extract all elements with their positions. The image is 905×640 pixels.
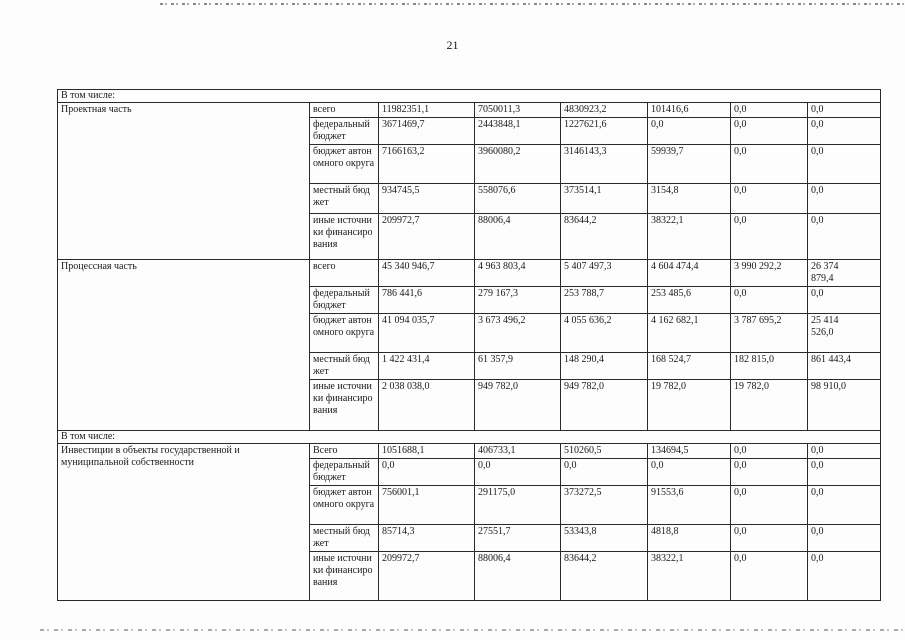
amount-cell: 949 782,0 [475, 380, 561, 431]
amount-cell: 19 782,0 [731, 380, 808, 431]
amount-cell: 7166163,2 [379, 145, 475, 184]
amount-cell: 38322,1 [648, 214, 731, 260]
funding-source: бюджет автономного округа [310, 486, 379, 525]
amount-cell: 88006,4 [475, 214, 561, 260]
funding-source: всего [310, 103, 379, 118]
amount-cell: 373272,5 [561, 486, 648, 525]
amount-cell: 59939,7 [648, 145, 731, 184]
amount-cell: 2 038 038,0 [379, 380, 475, 431]
amount-cell: 0,0 [731, 118, 808, 145]
amount-cell: 279 167,3 [475, 287, 561, 314]
amount-cell: 25 414 526,0 [808, 314, 881, 353]
program-part-name: Процессная часть [58, 260, 310, 431]
funding-source: всего [310, 260, 379, 287]
amount-cell: 3154,8 [648, 184, 731, 214]
amount-cell: 4 055 636,2 [561, 314, 648, 353]
funding-source: федеральный бюджет [310, 287, 379, 314]
amount-cell: 134694,5 [648, 444, 731, 459]
program-part-name: Проектная часть [58, 103, 310, 260]
page-number: 21 [446, 38, 459, 52]
amount-cell: 148 290,4 [561, 353, 648, 380]
amount-cell: 3671469,7 [379, 118, 475, 145]
amount-cell: 38322,1 [648, 552, 731, 601]
funding-source: иные источники финансирования [310, 380, 379, 431]
amount-cell: 3 787 695,2 [731, 314, 808, 353]
amount-cell: 7050011,3 [475, 103, 561, 118]
amount-cell: 11982351,1 [379, 103, 475, 118]
amount-cell: 61 357,9 [475, 353, 561, 380]
funding-source: иные источники финансирования [310, 552, 379, 601]
financing-table [57, 89, 881, 601]
amount-cell: 53343,8 [561, 525, 648, 552]
funding-source: местный бюджет [310, 184, 379, 214]
funding-source: местный бюджет [310, 525, 379, 552]
amount-cell: 786 441,6 [379, 287, 475, 314]
funding-source: федеральный бюджет [310, 118, 379, 145]
funding-source: федеральный бюджет [310, 459, 379, 486]
funding-source: бюджет автономного округа [310, 314, 379, 353]
amount-cell: 88006,4 [475, 552, 561, 601]
amount-cell: 1051688,1 [379, 444, 475, 459]
amount-cell: 0,0 [731, 103, 808, 118]
amount-cell: 861 443,4 [808, 353, 881, 380]
scan-artifact-bottom [40, 629, 905, 631]
amount-cell: 85714,3 [379, 525, 475, 552]
amount-cell: 0,0 [808, 525, 881, 552]
amount-cell: 0,0 [808, 145, 881, 184]
amount-cell: 0,0 [731, 444, 808, 459]
amount-cell: 0,0 [808, 184, 881, 214]
funding-source: иные источники финансирования [310, 214, 379, 260]
amount-cell: 0,0 [731, 525, 808, 552]
amount-cell: 41 094 035,7 [379, 314, 475, 353]
amount-cell: 0,0 [731, 184, 808, 214]
scan-artifact-top [160, 3, 905, 5]
amount-cell: 3 673 496,2 [475, 314, 561, 353]
amount-cell: 373514,1 [561, 184, 648, 214]
section-header: В том числе: [58, 90, 881, 103]
amount-cell: 0,0 [731, 486, 808, 525]
amount-cell: 949 782,0 [561, 380, 648, 431]
amount-cell: 253 485,6 [648, 287, 731, 314]
amount-cell: 0,0 [648, 459, 731, 486]
amount-cell: 0,0 [808, 103, 881, 118]
funding-source: Всего [310, 444, 379, 459]
amount-cell: 19 782,0 [648, 380, 731, 431]
amount-cell: 0,0 [731, 459, 808, 486]
amount-cell: 4830923,2 [561, 103, 648, 118]
amount-cell: 253 788,7 [561, 287, 648, 314]
amount-cell: 1 422 431,4 [379, 353, 475, 380]
amount-cell: 209972,7 [379, 552, 475, 601]
amount-cell: 3960080,2 [475, 145, 561, 184]
amount-cell: 4 963 803,4 [475, 260, 561, 287]
amount-cell: 168 524,7 [648, 353, 731, 380]
amount-cell: 26 374 879,4 [808, 260, 881, 287]
amount-cell: 27551,7 [475, 525, 561, 552]
section-header-row [58, 90, 881, 103]
amount-cell: 510260,5 [561, 444, 648, 459]
amount-cell: 756001,1 [379, 486, 475, 525]
amount-cell: 0,0 [731, 145, 808, 184]
amount-cell: 558076,6 [475, 184, 561, 214]
amount-cell: 0,0 [731, 214, 808, 260]
funding-source: бюджет автономного округа [310, 145, 379, 184]
amount-cell: 291175,0 [475, 486, 561, 525]
amount-cell: 4 162 682,1 [648, 314, 731, 353]
amount-cell: 1227621,6 [561, 118, 648, 145]
section-header-row [58, 431, 881, 444]
amount-cell: 406733,1 [475, 444, 561, 459]
amount-cell: 0,0 [808, 459, 881, 486]
amount-cell: 83644,2 [561, 552, 648, 601]
amount-cell: 101416,6 [648, 103, 731, 118]
amount-cell: 3 990 292,2 [731, 260, 808, 287]
amount-cell: 182 815,0 [731, 353, 808, 380]
amount-cell: 0,0 [808, 486, 881, 525]
amount-cell: 83644,2 [561, 214, 648, 260]
amount-cell: 91553,6 [648, 486, 731, 525]
amount-cell: 4 604 474,4 [648, 260, 731, 287]
amount-cell: 0,0 [808, 214, 881, 260]
amount-cell: 5 407 497,3 [561, 260, 648, 287]
table-row [58, 260, 881, 287]
amount-cell: 0,0 [731, 552, 808, 601]
amount-cell: 0,0 [808, 287, 881, 314]
table-row [58, 103, 881, 118]
amount-cell: 0,0 [648, 118, 731, 145]
amount-cell: 0,0 [561, 459, 648, 486]
amount-cell: 0,0 [379, 459, 475, 486]
amount-cell: 45 340 946,7 [379, 260, 475, 287]
amount-cell: 0,0 [731, 287, 808, 314]
amount-cell: 0,0 [475, 459, 561, 486]
amount-cell: 209972,7 [379, 214, 475, 260]
table-row [58, 444, 881, 459]
funding-source: местный бюджет [310, 353, 379, 380]
amount-cell: 0,0 [808, 444, 881, 459]
amount-cell: 0,0 [808, 118, 881, 145]
amount-cell: 98 910,0 [808, 380, 881, 431]
amount-cell: 4818,8 [648, 525, 731, 552]
amount-cell: 3146143,3 [561, 145, 648, 184]
amount-cell: 2443848,1 [475, 118, 561, 145]
program-part-name: Инвестиции в объекты государственной и муниципальной собственности [58, 444, 310, 601]
amount-cell: 934745,5 [379, 184, 475, 214]
amount-cell: 0,0 [808, 552, 881, 601]
section-header: В том числе: [58, 431, 881, 444]
